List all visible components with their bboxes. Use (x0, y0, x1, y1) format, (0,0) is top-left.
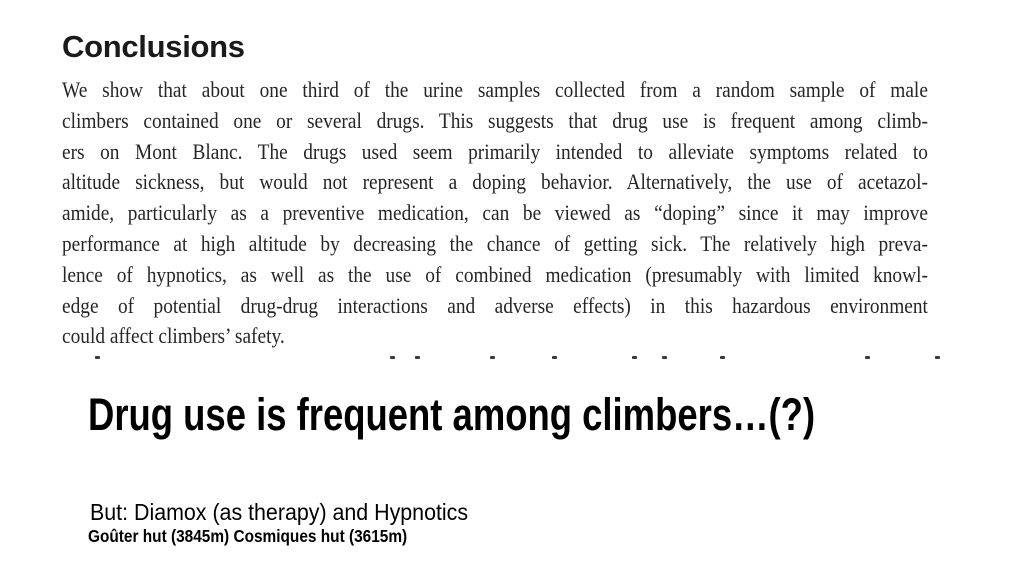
paper-paragraph (62, 75, 928, 352)
slide-headline: Drug use is frequent among climbers…(?) (88, 389, 816, 440)
clipped-letter-top (552, 356, 557, 359)
clipped-letter-top (490, 356, 495, 359)
paragraph-line: performance at high altitude by decreasing the chance of getting sick. The relatively high preva- (62, 230, 928, 256)
paper-section-heading: Conclusions (62, 29, 245, 64)
paragraph-line: ers on Mont Blanc. The drugs used seem primarily intended to alleviate symptoms related to (62, 138, 928, 164)
paragraph-line: We show that about one third of the urine samples collected from a random sample of male (62, 77, 928, 102)
paragraph-line: edge of potential drug-drug interactions and adverse effects) in this hazardous environment (62, 292, 928, 318)
slide-note-huts: Goûter hut (3845m) Cosmiques hut (3615m) (88, 526, 408, 546)
clipped-letter-top (865, 356, 870, 359)
paragraph-line: amide, particularly as a preventive medication, can be viewed as “doping” since it may improve (62, 200, 928, 226)
clipped-letter-top (935, 356, 940, 359)
paragraph-line: climbers contained one or several drugs. This suggests that drug use is frequent among climb- (62, 107, 928, 133)
clipped-text-line (0, 356, 1024, 360)
paragraph-line: altitude sickness, but would not represent a doping behavior. Alternatively, the use of acetazol- (62, 169, 928, 195)
clipped-letter-top (95, 356, 100, 359)
clipped-letter-top (662, 356, 667, 359)
slide-note-drugs: But: Diamox (as therapy) and Hypnotics (90, 499, 469, 525)
clipped-letter-top (415, 356, 420, 359)
clipped-letter-top (390, 356, 395, 359)
paragraph-line: lence of hypnotics, as well as the use of combined medication (presumably with limited knowl- (62, 261, 928, 287)
clipped-letter-top (632, 356, 637, 359)
clipped-letter-top (720, 356, 725, 359)
paragraph-line: could affect climbers’ safety. (62, 323, 285, 349)
